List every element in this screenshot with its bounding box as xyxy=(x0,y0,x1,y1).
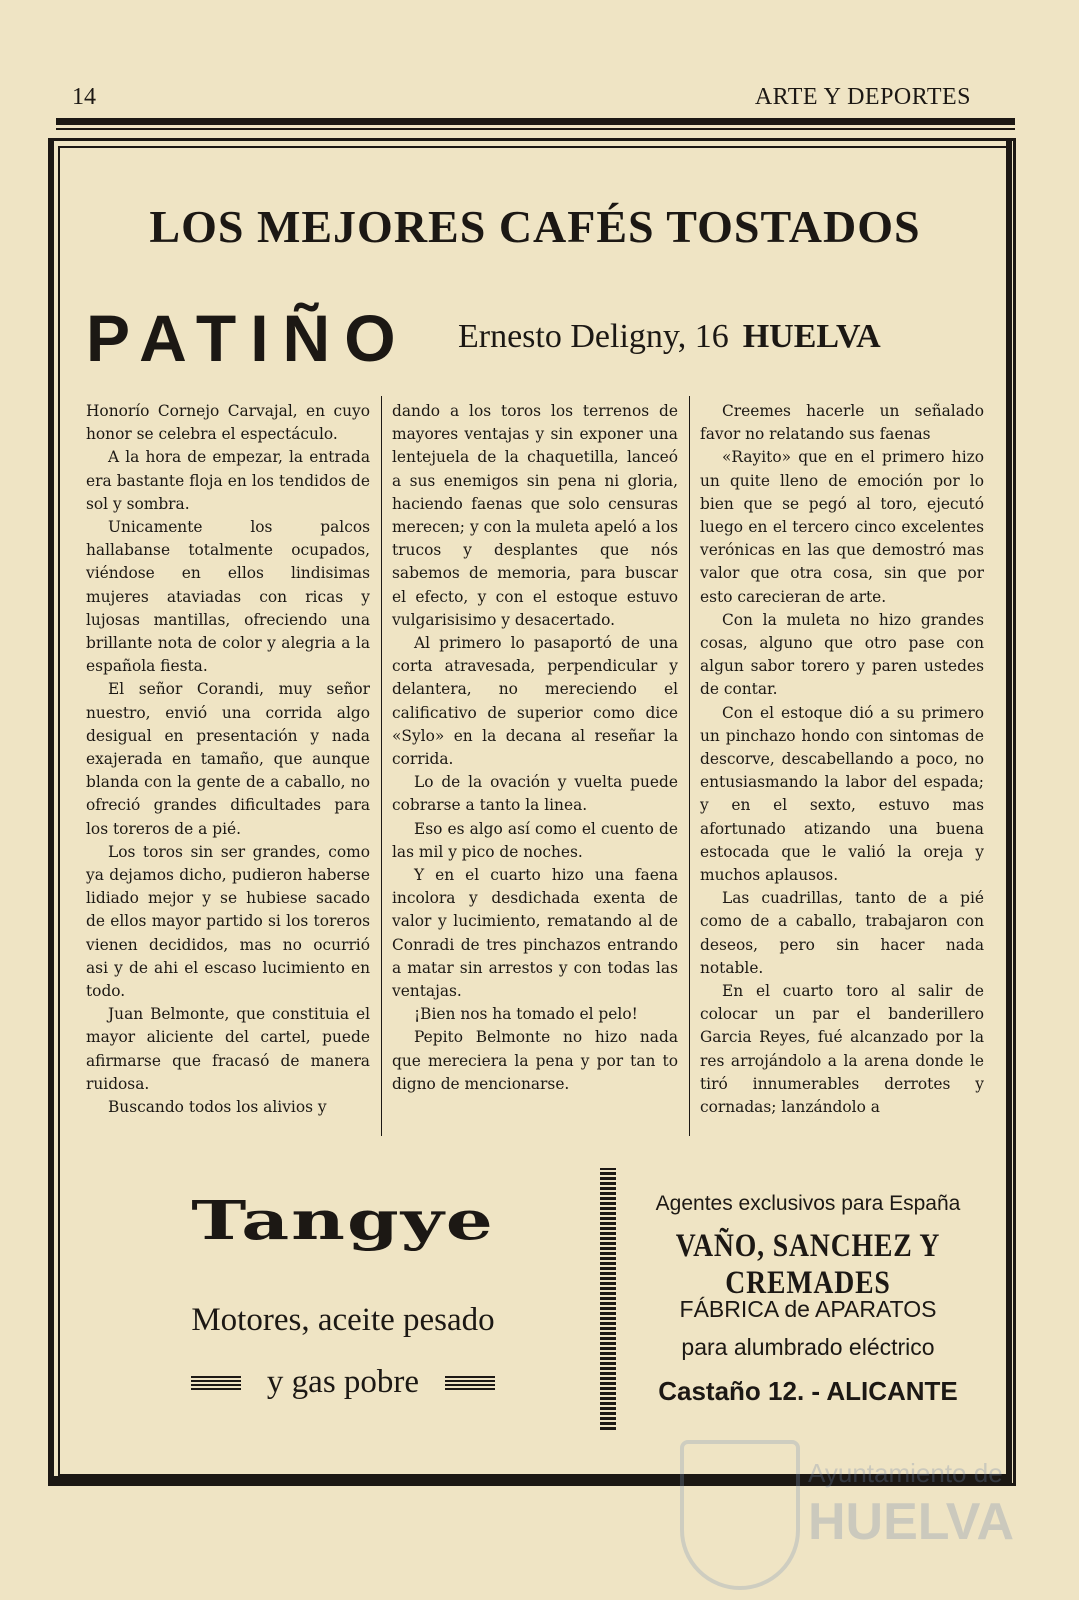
watermark-line-1: Ayuntamiento de xyxy=(808,1458,1003,1488)
cafe-city: HUELVA xyxy=(742,318,881,355)
column-rule-2 xyxy=(689,396,690,1136)
article-paragraph: A la hora de empezar, la entrada era bastante floja en los tendidos de sol y sombra. xyxy=(86,448,370,513)
agents-line-1: FÁBRICA de APARATOS xyxy=(679,1296,937,1322)
article-paragraph: Creemes hacerle un señalado favor no relatando sus faenas xyxy=(700,402,984,444)
article-paragraph: Y en el cuarto hizo una faena incolora y desdichada exenta de valor y lucimiento, rematando al de Conradi de tres pinchazos entrando a matar sin arrestos y con todas las ventajas. xyxy=(392,866,678,1001)
agents-line-2: para alumbrado eléctrico xyxy=(681,1334,935,1360)
article-paragraph: El señor Corandi, muy señor nuestro, envió una corrida algo desigual en presentación y nada exajerada en tamaño, que aunque blanda con la gente de a caballo, no ofreció grandes dificultades para los toreros de a pié. xyxy=(86,680,370,838)
frame-left-bar xyxy=(50,140,54,1485)
article-paragraph: Buscando todos los alivios y xyxy=(108,1098,327,1117)
page-number: 14 xyxy=(72,84,96,110)
header-rule xyxy=(56,118,1015,125)
tangye-brand: Tangye xyxy=(191,1190,495,1252)
article-paragraph: Los toros sin ser grandes, como ya dejamos dicho, pudieron haberse lidiado mejor y se hubiese sacado de ellos mayor partido si los toreros vienen decididos, mas no ocurrió asi y de ahi el escaso lucimiento en todo. xyxy=(86,842,370,1001)
watermark xyxy=(680,1440,1020,1590)
tangye-line-2: y gas pobre xyxy=(266,1364,420,1400)
agents-address: Castaño 12. - ALICANTE xyxy=(658,1376,958,1406)
article-paragraph: Con la muleta no hizo grandes cosas, alguno que otro pase con algun sabor torero y paren ustedes de contar. xyxy=(700,610,984,699)
article-paragraph: dando a los toros los terrenos de mayores ventajas y sin exponer una lentejuela de la chaquetilla, lanceó a sus enemigos sin pena ni gloria, haciendo faenas que solo censuras merecen; y con la muleta apeló a los trucos y desplantes que nós sabemos de memoria, para buscar el efecto, y con el estoque estuvo vulgarisisimo y desacertado. xyxy=(392,402,678,629)
ornament-left xyxy=(191,1376,241,1390)
article-column-1 xyxy=(86,400,370,1119)
article-paragraph: Juan Belmonte, que constituia el mayor aliciente del cartel, puede afirmarse que fracasó de manera ruidosa. xyxy=(86,1005,370,1093)
article-paragraph: «Rayito» que en el primero hizo un quite lleno de emoción por lo bien que se pegó al toro, ejecutó luego en el tercero cinco excelentes verónicas en las que demostró mas valor que otra cosa, sin que por esto carecieran de arte. xyxy=(700,448,984,606)
publication-title: ARTE Y DEPORTES xyxy=(754,84,971,110)
article-paragraph: Eso es algo así como el cuento de las mil y pico de noches. xyxy=(392,819,678,861)
agents-intro: Agentes exclusivos para España xyxy=(655,1192,961,1215)
article-paragraph: Honorío Cornejo Carvajal, en cuyo honor se celebra el espectáculo. xyxy=(86,402,370,444)
agents-company: VAÑO, SANCHEZ Y CREMADES xyxy=(675,1228,941,1301)
ad-separator xyxy=(600,1168,616,1430)
article-column-2 xyxy=(392,400,678,1096)
article-paragraph: Las cuadrillas, tanto de a pié como de a caballo, trabajaron con deseos, pero sin hacer nada notable. xyxy=(700,889,984,977)
article-paragraph: Al primero lo pasaportó de una corta atravesada, perpendicular y delantera, no mereciendo el calificativo de superior como dice «Sylo» en la decana al reseñar la corrida. xyxy=(392,634,678,769)
cafe-street: Ernesto Deligny, 16 xyxy=(458,318,729,355)
column-rule-1 xyxy=(381,396,382,1136)
ornament-right xyxy=(445,1376,495,1390)
article-column-3 xyxy=(700,400,984,1119)
shield-icon xyxy=(680,1440,800,1590)
watermark-line-2: HUELVA xyxy=(808,1493,1015,1551)
article-paragraph: Lo de la ovación y vuelta puede cobrarse a tanto la linea. xyxy=(392,773,678,815)
article-paragraph: En el cuarto toro al salir de colocar un par el banderillero Garcia Reyes, fué alcanzado por la res arrojándolo a la arena donde le tiró innumerables derrotes y cornadas; lanzándolo a xyxy=(700,982,984,1117)
tangye-line-1: Motores, aceite pesado xyxy=(191,1302,495,1338)
header-rule-thin xyxy=(56,128,1015,130)
article-paragraph: Unicamente los palcos hallabanse totalmente ocupados, viéndose en ellos lindisimas mujeres ataviadas con ricas y lujosas mantillas, ofreciendo una brillante nota de color y alegria a la española fiesta. xyxy=(86,518,370,676)
frame-right-bar xyxy=(1006,140,1012,1485)
article-paragraph: ¡Bien nos ha tomado el pelo! xyxy=(414,1005,638,1024)
cafe-address xyxy=(458,318,881,356)
tangye-line-2-row xyxy=(108,1364,578,1401)
article-paragraph: Con el estoque dió a su primero un pinchazo hondo con sintomas de descorve, descabellando a poco, no entusiasmando la labor del espada; y en el sexto, estuvo mas afortunado atizando una buena estocada que le valió la oreja y muchos aplausos. xyxy=(700,703,984,885)
article-paragraph: Pepito Belmonte no hizo nada que mereciera la pena y por tan to digno de mencionarse. xyxy=(392,1028,678,1093)
cafe-ad-title: LOS MEJORES CAFÉS TOSTADOS xyxy=(149,201,921,252)
cafe-brand: PATIÑO xyxy=(86,301,410,375)
